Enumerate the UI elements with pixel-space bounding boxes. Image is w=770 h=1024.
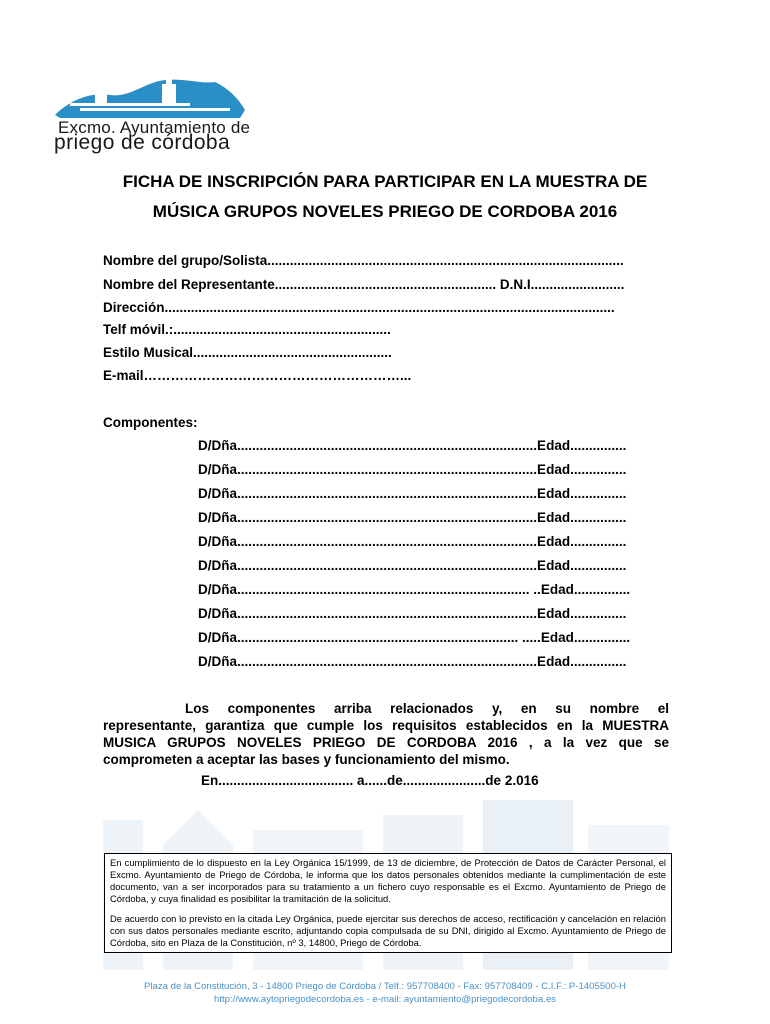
declaration-line: comprometen a aceptar las bases y funcionamiento del mismo. [103, 752, 510, 767]
declaration-line: representante, garantiza que cumple los requisitos establecidos en la MUESTRA [103, 718, 669, 733]
representative-field[interactable]: Nombre del Representante........................................................... D.N.I......................... [103, 277, 625, 292]
component-row[interactable]: D/Dña................................................................................Edad............... [198, 606, 627, 621]
component-row[interactable]: D/Dña................................................................................Edad............... [198, 558, 627, 573]
form-title-line2: MÚSICA GRUPOS NOVELES PRIEGO DE CORDOBA 2016 [152, 202, 618, 221]
declaration-line: MUSICA GRUPOS NOVELES PRIEGO DE CORDOBA 2016 , a la vez que se [103, 735, 669, 750]
form-title-line1: FICHA DE INSCRIPCIÓN PARA PARTICIPAR EN LA MUESTRA DE [122, 172, 648, 191]
components-label: Componentes: [103, 415, 198, 430]
component-row[interactable]: D/Dña................................................................................Edad............... [198, 462, 627, 477]
notice-paragraph: En cumplimiento de lo dispuesto en la Ley Orgánica 15/1999, de 13 de diciembre, de Protección de Datos de Carácter Personal, el Excmo. Ayuntamiento de Priego de Córdoba, le informa que los datos personales obtenidos mediante la cumplimentación de este documento, van a ser incorporados para su tratamiento a un fichero cuyo responsable es el Excmo. Ayuntamiento de Priego de Córdoba, y cuya finalidad es posibilitar la tramitación de la solicitud. [110, 857, 666, 904]
component-row[interactable]: D/Dña................................................................................Edad............... [198, 534, 627, 549]
footer-contact: http://www.aytopriegodecordoba.es - e-mail: ayuntamiento@priegodecordoba.es [214, 994, 556, 1005]
music-style-field[interactable]: Estilo Musical..................................................... [103, 345, 392, 360]
component-row[interactable]: D/Dña................................................................................Edad............... [198, 486, 627, 501]
declaration-line: Los componentes arriba relacionados y, en su nombre el [185, 701, 669, 716]
declaration-paragraph [103, 700, 669, 768]
footer-address: Plaza de la Constitución, 3 - 14800 Priego de Córdoba / Telf.: 957708400 - Fax: 957708409 - C.I.F.: P-1405500-H [144, 981, 626, 992]
address-field[interactable]: Dirección........................................................................................................................ [103, 300, 615, 315]
component-row[interactable]: D/Dña........................................................................... .....Edad............... [198, 630, 631, 645]
phone-field[interactable]: Telf móvil.:.......................................................... [103, 322, 391, 337]
notice-paragraph: De acuerdo con lo previsto en la citada Ley Orgánica, puede ejercitar sus derechos de acceso, rectificación y cancelación en relación con sus datos personales mediante escrito, adjuntando copia compulsada de su DNI, dirigido al Excmo. Ayuntamiento de Priego de Córdoba, sito en Plaza de la Constitución, nº 3, 14800, Priego de Córdoba. [110, 913, 666, 948]
email-field[interactable]: E-mail…………………………………………………... [103, 368, 412, 383]
component-row[interactable]: D/Dña................................................................................Edad............... [198, 510, 627, 525]
component-row[interactable]: D/Dña.............................................................................. ..Edad............... [198, 582, 631, 597]
logo-text-line2: priego de córdoba [54, 131, 231, 154]
data-protection-notice [104, 853, 672, 953]
component-row[interactable]: D/Dña................................................................................Edad............... [198, 654, 627, 669]
group-name-field[interactable]: Nombre del grupo/Solista............................................................................................... [103, 253, 624, 268]
place-date-field[interactable]: En.................................... a......de......................de 2.016 [201, 773, 539, 788]
component-row[interactable]: D/Dña................................................................................Edad............... [198, 438, 627, 453]
logo-text-line1: Excmo. Ayuntamiento de [58, 118, 251, 137]
